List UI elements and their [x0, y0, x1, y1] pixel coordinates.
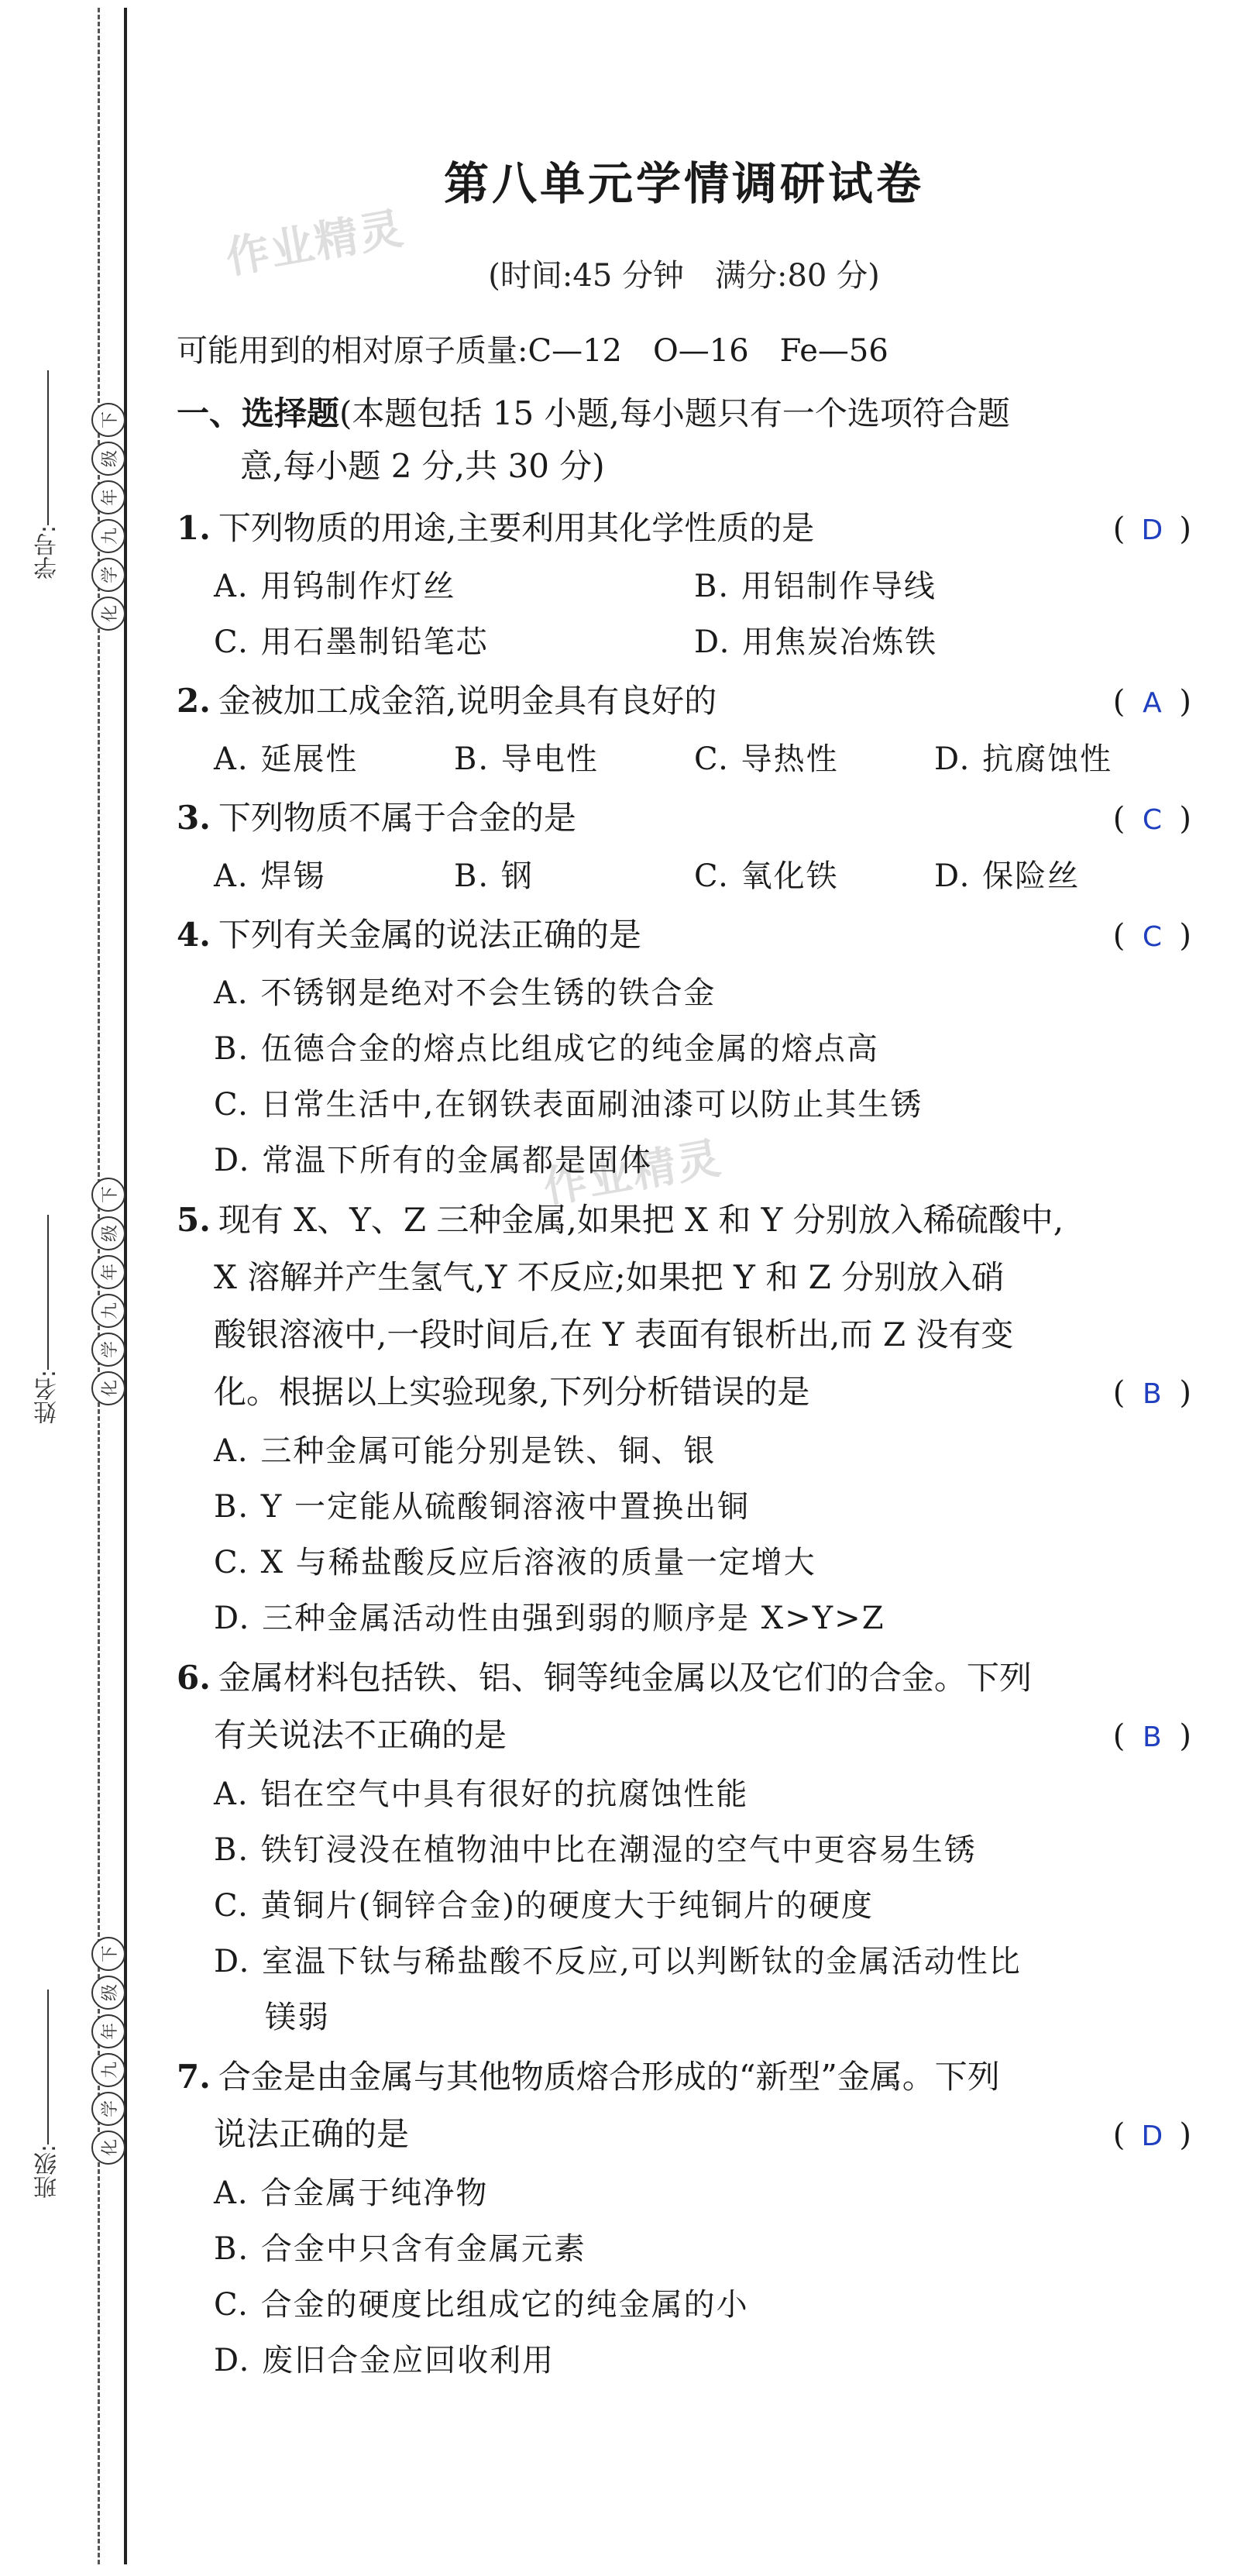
- seal-char: 学: [91, 1333, 125, 1367]
- name-blank[interactable]: [47, 1215, 49, 1370]
- option-d: D. 保险丝: [934, 858, 1081, 894]
- option-b: B. 合金中只含有金属元素: [214, 2231, 586, 2267]
- seal-char: 年: [91, 480, 125, 514]
- question-number: 5.: [177, 1201, 211, 1239]
- question-number: 7.: [177, 2058, 211, 2096]
- question-stem-line: 酸银溶液中,一段时间后,在 Y 表面有银析出,而 Z 没有变: [214, 1316, 1014, 1353]
- question-number: 1.: [177, 509, 211, 547]
- question-number: 4.: [177, 916, 211, 954]
- answer-box[interactable]: ( C ): [1113, 791, 1191, 848]
- seal-char: 下: [91, 1937, 125, 1971]
- option-c: C. 黄铜片(铜锌合金)的硬度大于纯铜片的硬度: [214, 1888, 874, 1924]
- question-2: [177, 673, 1191, 787]
- question-stem: 金被加工成金箔,说明金具有良好的: [218, 682, 717, 720]
- watermark-logo: 作业精灵: [222, 203, 408, 284]
- option-d: D. 三种金属活动性由强到弱的顺序是 X>Y>Z: [214, 1601, 885, 1636]
- question-stem-line: 现有 X、Y、Z 三种金属,如果把 X 和 Y 分别放入稀硫酸中,: [218, 1201, 1064, 1239]
- option-a: A. 三种金属可能分别是铁、铜、银: [214, 1433, 717, 1469]
- seal-char: 级: [91, 1976, 125, 2010]
- seal-char: 下: [91, 1178, 125, 1212]
- seal-char: 九: [91, 519, 125, 553]
- question-stem-line: 合金是由金属与其他物质熔合形成的“新型”金属。下列: [218, 2058, 1000, 2096]
- seal-char: 九: [91, 1294, 125, 1328]
- seal-char: 九: [91, 2053, 125, 2087]
- option-c: C. 合金的硬度比组成它的纯金属的小: [214, 2287, 749, 2323]
- section-title: 一、选择题: [177, 394, 340, 432]
- question-number: 6.: [177, 1659, 211, 1697]
- student-id-field: [31, 364, 65, 580]
- seal-char: 学: [91, 558, 125, 592]
- question-number: 2.: [177, 682, 211, 720]
- option-c: C. X 与稀盐酸反应后溶液的质量一定增大: [214, 1545, 816, 1580]
- option-a: A. 不锈钢是绝对不会生锈的铁合金: [214, 975, 717, 1011]
- answer-letter: D: [1141, 2120, 1163, 2152]
- question-stem: 下列物质的用途,主要利用其化学性质的是: [218, 509, 815, 547]
- option-a: A. 铝在空气中具有很好的抗腐蚀性能: [214, 1776, 749, 1812]
- seal-stack-middle: [91, 1178, 125, 1405]
- answer-box[interactable]: ( D ): [1113, 2107, 1191, 2165]
- option-a: A. 用钨制作灯丝: [214, 569, 456, 604]
- question-stem-line: 化。根据以上实验现象,下列分析错误的是: [214, 1373, 810, 1411]
- question-stem-line: X 溶解并产生氢气,Y 不反应;如果把 Y 和 Z 分别放入硝: [214, 1258, 1005, 1296]
- option-d: D. 抗腐蚀性: [934, 741, 1113, 777]
- answer-letter: B: [1143, 1721, 1162, 1753]
- student-id-label: 学号:: [34, 525, 61, 580]
- seal-char: 化: [91, 597, 125, 631]
- seal-char: 年: [91, 1255, 125, 1289]
- option-c: C. 导热性: [694, 741, 839, 777]
- page-title: 第八单元学情调研试卷: [443, 157, 924, 210]
- section-desc-line1: (本题包括 15 小题,每小题只有一个选项符合题: [339, 394, 1010, 432]
- section-heading: [177, 387, 1191, 440]
- question-1: [177, 500, 1191, 670]
- exam-time-score: (时间:45 分钟 满分:80 分): [488, 258, 880, 294]
- option-d-continued: 镁弱: [265, 2000, 330, 2035]
- option-d: D. 室温下钛与稀盐酸不反应,可以判断钛的金属活动性比: [214, 1944, 1022, 1979]
- question-stem-line: 金属材料包括铁、铝、铜等纯金属以及它们的合金。下列: [218, 1659, 1032, 1697]
- answer-box[interactable]: ( C ): [1113, 908, 1191, 965]
- seal-stack-top: [91, 403, 125, 631]
- question-stem-line: 说法正确的是: [214, 2115, 410, 2153]
- question-stem: 下列物质不属于合金的是: [218, 799, 576, 837]
- question-3: [177, 790, 1191, 904]
- option-a: A. 延展性: [214, 741, 359, 777]
- option-c: C. 日常生活中,在钢铁表面刷油漆可以防止其生锈: [214, 1087, 923, 1123]
- name-label: 姓名:: [34, 1370, 61, 1425]
- exam-content: [177, 147, 1191, 2389]
- class-label: 班级:: [34, 2144, 61, 2199]
- option-a: A. 焊锡: [214, 858, 326, 894]
- question-7: [177, 2048, 1191, 2389]
- answer-letter: C: [1142, 921, 1162, 953]
- option-b: B. 铁钉浸没在植物油中比在潮湿的空气中更容易生锈: [214, 1832, 977, 1868]
- option-d: D. 用焦炭冶炼铁: [694, 624, 938, 660]
- option-b: B. 用铝制作导线: [694, 569, 937, 604]
- option-b: B. 伍德合金的熔点比组成它的纯金属的熔点高: [214, 1031, 879, 1067]
- seal-char: 化: [91, 1371, 125, 1405]
- student-id-blank[interactable]: [47, 370, 49, 525]
- section-desc-line2: 意,每小题 2 分,共 30 分): [240, 447, 605, 485]
- question-stem-line: 有关说法不正确的是: [214, 1716, 507, 1754]
- class-blank[interactable]: [47, 1990, 49, 2144]
- seal-char: 级: [91, 1216, 125, 1250]
- answer-box[interactable]: ( B ): [1113, 1708, 1191, 1766]
- seal-char: 化: [91, 2131, 125, 2165]
- seal-stack-bottom: [91, 1937, 125, 2165]
- answer-letter: C: [1142, 804, 1162, 836]
- option-c: C. 氧化铁: [694, 858, 839, 894]
- seal-char: 年: [91, 2014, 125, 2048]
- option-b: B. 导电性: [454, 741, 599, 777]
- answer-letter: B: [1143, 1378, 1162, 1410]
- option-c: C. 用石墨制铅笔芯: [214, 624, 489, 660]
- question-5: [177, 1192, 1191, 1646]
- atomic-masses: 可能用到的相对原子质量:C—12 O—16 Fe—56: [177, 333, 888, 369]
- question-4: [177, 907, 1191, 1188]
- option-d: D. 废旧合金应回收利用: [214, 2343, 555, 2378]
- question-6: [177, 1649, 1191, 2045]
- watermark-logo: 作业精灵: [539, 1133, 726, 1214]
- question-stem: 下列有关金属的说法正确的是: [218, 916, 641, 954]
- option-a: A. 合金属于纯净物: [214, 2175, 489, 2211]
- answer-letter: A: [1143, 687, 1162, 719]
- option-b: B. 钢: [454, 858, 534, 894]
- answer-box[interactable]: ( A ): [1113, 674, 1191, 731]
- option-d: D. 常温下所有的金属都是固体: [214, 1143, 653, 1178]
- seal-char: 下: [91, 403, 125, 437]
- question-number: 3.: [177, 799, 211, 837]
- name-field: [31, 1209, 65, 1424]
- answer-box[interactable]: ( D ): [1113, 501, 1191, 559]
- answer-box[interactable]: ( B ): [1113, 1364, 1191, 1423]
- seal-char: 学: [91, 2092, 125, 2126]
- option-b: B. Y 一定能从硫酸铜溶液中置换出铜: [214, 1489, 750, 1525]
- seal-char: 级: [91, 442, 125, 476]
- answer-letter: D: [1141, 514, 1163, 546]
- class-field: [31, 1983, 65, 2199]
